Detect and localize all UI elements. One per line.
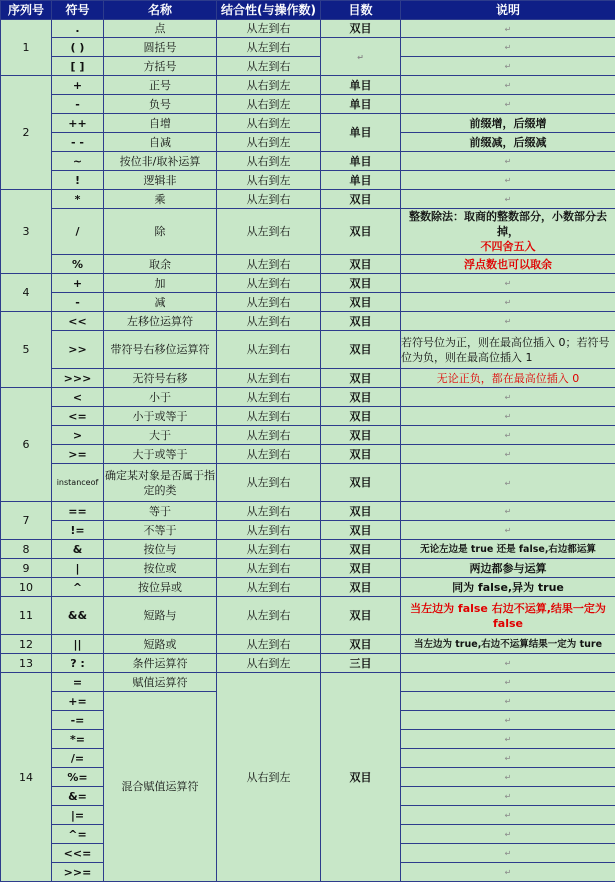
- symbol-cell: <<: [52, 312, 104, 331]
- symbol-cell: ~: [52, 152, 104, 171]
- arity-cell: 双目: [321, 255, 401, 274]
- name-cell: 不等于: [104, 521, 217, 540]
- symbol-cell: +: [52, 274, 104, 293]
- return-mark-icon: ↵: [505, 43, 512, 52]
- symbol-cell: ^=: [52, 825, 104, 844]
- name-cell: 小于: [104, 388, 217, 407]
- table-row: [1, 255, 615, 274]
- symbol-cell: /: [52, 209, 104, 255]
- assoc-cell: 从左到右: [217, 293, 321, 312]
- assoc-cell: 从右到左: [217, 76, 321, 95]
- return-mark-icon: ↵: [505, 849, 512, 858]
- arity-cell: 双目: [321, 635, 401, 654]
- name-cell: 无符号右移: [104, 369, 217, 388]
- return-mark-icon: ↵: [505, 298, 512, 307]
- seq-cell: 6: [1, 388, 52, 502]
- desc-cell: [401, 95, 615, 114]
- symbol-cell: >=: [52, 445, 104, 464]
- table-row: [1, 209, 615, 255]
- seq-cell: 14: [1, 673, 52, 882]
- return-mark-icon: ↵: [505, 507, 512, 516]
- desc-cell: [401, 692, 615, 711]
- symbol-cell: >>=: [52, 863, 104, 882]
- arity-cell: 双目: [321, 190, 401, 209]
- symbol-cell: [ ]: [52, 57, 104, 76]
- arity-cell: 双目: [321, 597, 401, 635]
- desc-cell: [401, 388, 615, 407]
- symbol-cell: +: [52, 76, 104, 95]
- name-cell: 大于或等于: [104, 445, 217, 464]
- desc-cell: 两边都参与运算: [401, 559, 615, 578]
- name-cell: 点: [104, 20, 217, 38]
- seq-cell: 12: [1, 635, 52, 654]
- assoc-cell: 从左到右: [217, 502, 321, 521]
- name-cell: 按位与: [104, 540, 217, 559]
- name-cell: 混合赋值运算符: [104, 692, 217, 882]
- return-mark-icon: ↵: [505, 868, 512, 877]
- desc-cell: [401, 293, 615, 312]
- return-mark-icon: ↵: [505, 479, 512, 488]
- name-cell: 赋值运算符: [104, 673, 217, 692]
- assoc-cell: 从左到右: [217, 521, 321, 540]
- desc-cell: [401, 654, 615, 673]
- desc-cell: [401, 464, 615, 502]
- table-row: [1, 559, 615, 578]
- table-row: [1, 171, 615, 190]
- desc-cell: 无论左边是 true 还是 false,右边都运算: [401, 540, 615, 559]
- return-mark-icon: ↵: [505, 279, 512, 288]
- name-cell: 自增: [104, 114, 217, 133]
- return-mark-icon: ↵: [505, 450, 512, 459]
- table-row: [1, 654, 615, 673]
- symbol-cell: -=: [52, 711, 104, 730]
- arity-cell: 单目: [321, 95, 401, 114]
- symbol-cell: ^: [52, 578, 104, 597]
- desc-cell: [401, 426, 615, 445]
- header-row: [1, 1, 615, 20]
- desc-cell: [401, 787, 615, 806]
- table-row: [1, 293, 615, 312]
- desc-cell: [401, 711, 615, 730]
- arity-cell: 双目: [321, 388, 401, 407]
- return-mark-icon: ↵: [505, 176, 512, 185]
- seq-cell: 9: [1, 559, 52, 578]
- desc-cell: [401, 171, 615, 190]
- symbol-cell: ||: [52, 635, 104, 654]
- symbol-cell: |=: [52, 806, 104, 825]
- desc-cell: [401, 312, 615, 331]
- return-mark-icon: ↵: [505, 792, 512, 801]
- symbol-cell: &=: [52, 787, 104, 806]
- name-cell: 方括号: [104, 57, 217, 76]
- arity-cell: 单目: [321, 171, 401, 190]
- name-cell: 大于: [104, 426, 217, 445]
- symbol-cell: ( ): [52, 38, 104, 57]
- assoc-cell: 从左到右: [217, 20, 321, 38]
- assoc-cell: 从左到右: [217, 597, 321, 635]
- desc-cell: 无论正负，都在最高位插入 0: [401, 369, 615, 388]
- symbol-cell: !=: [52, 521, 104, 540]
- desc-cell: 若符号位为正，则在最高位插入 0；若符号位为负，则在最高位插入 1: [401, 331, 615, 369]
- table-row: [1, 578, 615, 597]
- arity-cell: [321, 38, 401, 76]
- symbol-cell: <<=: [52, 844, 104, 863]
- symbol-cell: *: [52, 190, 104, 209]
- name-cell: 条件运算符: [104, 654, 217, 673]
- assoc-cell: 从右到左: [217, 654, 321, 673]
- desc-cell: [401, 730, 615, 749]
- table-row: [1, 597, 615, 635]
- table-row: [1, 152, 615, 171]
- table-row: [1, 95, 615, 114]
- arity-cell: 双目: [321, 20, 401, 38]
- table-row: [1, 331, 615, 369]
- seq-cell: 11: [1, 597, 52, 635]
- seq-cell: 13: [1, 654, 52, 673]
- assoc-cell: 从右到左: [217, 673, 321, 882]
- arity-cell: 双目: [321, 559, 401, 578]
- table-row: [1, 57, 615, 76]
- desc-cell: [401, 806, 615, 825]
- assoc-cell: 从左到右: [217, 464, 321, 502]
- name-cell: 小于或等于: [104, 407, 217, 426]
- assoc-cell: 从右到左: [217, 152, 321, 171]
- desc-cell: [401, 521, 615, 540]
- desc-line: 整数除法：取商的整数部分，小数部分去掉，: [401, 209, 615, 239]
- arity-cell: 双目: [321, 445, 401, 464]
- return-mark-icon: ↵: [505, 811, 512, 820]
- assoc-cell: 从左到右: [217, 635, 321, 654]
- arity-cell: 双目: [321, 673, 401, 882]
- arity-cell: 双目: [321, 274, 401, 293]
- name-cell: 加: [104, 274, 217, 293]
- symbol-cell: &&: [52, 597, 104, 635]
- table-row: [1, 190, 615, 209]
- arity-cell: 双目: [321, 312, 401, 331]
- return-mark-icon: ↵: [505, 754, 512, 763]
- seq-cell: 5: [1, 312, 52, 388]
- desc-cell: [401, 57, 615, 76]
- return-mark-icon: ↵: [505, 678, 512, 687]
- assoc-cell: 从左到右: [217, 559, 321, 578]
- symbol-cell: *=: [52, 730, 104, 749]
- header-associativity: 结合性(与操作数): [217, 1, 321, 20]
- assoc-cell: 从左到右: [217, 331, 321, 369]
- name-cell: 等于: [104, 502, 217, 521]
- symbol-cell: %=: [52, 768, 104, 787]
- assoc-cell: 从左到右: [217, 190, 321, 209]
- table-row: [1, 274, 615, 293]
- assoc-cell: 从左到右: [217, 312, 321, 331]
- arity-cell: 单目: [321, 114, 401, 152]
- assoc-cell: 从左到右: [217, 388, 321, 407]
- symbol-cell: ++: [52, 114, 104, 133]
- symbol-cell: >>>: [52, 369, 104, 388]
- return-mark-icon: ↵: [505, 393, 512, 402]
- assoc-cell: 从右到左: [217, 133, 321, 152]
- name-cell: 短路与: [104, 597, 217, 635]
- table-row: [1, 133, 615, 152]
- symbol-cell: <=: [52, 407, 104, 426]
- table-row: [1, 76, 615, 95]
- header-description: 说明: [401, 1, 615, 20]
- desc-cell: [401, 825, 615, 844]
- return-mark-icon: ↵: [505, 317, 512, 326]
- arity-cell: 双目: [321, 502, 401, 521]
- desc-cell: 当左边为 true,右边不运算结果一定为 ture: [401, 635, 615, 654]
- assoc-cell: 从左到右: [217, 369, 321, 388]
- return-mark-icon: ↵: [505, 25, 512, 34]
- arity-cell: 双目: [321, 331, 401, 369]
- assoc-cell: 从左到右: [217, 578, 321, 597]
- name-cell: 乘: [104, 190, 217, 209]
- desc-cell: [401, 768, 615, 787]
- table-row: [1, 502, 615, 521]
- name-cell: 按位或: [104, 559, 217, 578]
- table-row: [1, 673, 615, 692]
- arity-cell: 双目: [321, 407, 401, 426]
- assoc-cell: 从左到右: [217, 445, 321, 464]
- seq-cell: 10: [1, 578, 52, 597]
- assoc-cell: 从右到左: [217, 114, 321, 133]
- return-mark-icon: ↵: [357, 53, 364, 62]
- desc-cell: [401, 38, 615, 57]
- arity-cell: 三目: [321, 654, 401, 673]
- table-row: [1, 20, 615, 38]
- desc-cell: 前缀减，后缀减: [401, 133, 615, 152]
- name-cell: 带符号右移位运算符: [104, 331, 217, 369]
- symbol-cell: +=: [52, 692, 104, 711]
- name-cell: 逻辑非: [104, 171, 217, 190]
- symbol-cell: /=: [52, 749, 104, 768]
- name-cell: 短路或: [104, 635, 217, 654]
- header-symbol: 符号: [52, 1, 104, 20]
- header-name: 名称: [104, 1, 217, 20]
- arity-cell: 双目: [321, 578, 401, 597]
- return-mark-icon: ↵: [505, 412, 512, 421]
- desc-cell: [401, 502, 615, 521]
- desc-cell: [401, 844, 615, 863]
- seq-cell: 7: [1, 502, 52, 540]
- desc-cell: [401, 673, 615, 692]
- return-mark-icon: ↵: [505, 195, 512, 204]
- return-mark-icon: ↵: [505, 62, 512, 71]
- arity-cell: 双目: [321, 209, 401, 255]
- assoc-cell: 从右到左: [217, 95, 321, 114]
- assoc-cell: 从左到右: [217, 57, 321, 76]
- name-cell: 按位异或: [104, 578, 217, 597]
- desc-cell: [401, 209, 615, 255]
- table-row: [1, 445, 615, 464]
- symbol-cell: ? :: [52, 654, 104, 673]
- assoc-cell: 从左到右: [217, 407, 321, 426]
- return-mark-icon: ↵: [505, 81, 512, 90]
- table-row: [1, 369, 615, 388]
- seq-cell: 1: [1, 20, 52, 76]
- return-mark-icon: ↵: [505, 100, 512, 109]
- seq-cell: 2: [1, 76, 52, 190]
- desc-cell: 当左边为 false 右边不运算,结果一定为 false: [401, 597, 615, 635]
- symbol-cell: =: [52, 673, 104, 692]
- table-row: [1, 407, 615, 426]
- name-cell: 除: [104, 209, 217, 255]
- desc-cell: 同为 false,异为 true: [401, 578, 615, 597]
- return-mark-icon: ↵: [505, 431, 512, 440]
- name-cell: 按位非/取补运算: [104, 152, 217, 171]
- arity-cell: 双目: [321, 426, 401, 445]
- assoc-cell: 从左到右: [217, 38, 321, 57]
- desc-cell: [401, 407, 615, 426]
- seq-cell: 3: [1, 190, 52, 274]
- symbol-cell: <: [52, 388, 104, 407]
- desc-cell: [401, 190, 615, 209]
- assoc-cell: 从左到右: [217, 540, 321, 559]
- arity-cell: 双目: [321, 293, 401, 312]
- symbol-cell: !: [52, 171, 104, 190]
- arity-cell: 双目: [321, 540, 401, 559]
- desc-cell: 前缀增，后缀增: [401, 114, 615, 133]
- table-row: [1, 312, 615, 331]
- return-mark-icon: ↵: [505, 697, 512, 706]
- table-row: [1, 540, 615, 559]
- assoc-cell: 从左到右: [217, 426, 321, 445]
- header-seq: 序列号: [1, 1, 52, 20]
- return-mark-icon: ↵: [505, 735, 512, 744]
- symbol-cell: - -: [52, 133, 104, 152]
- name-cell: 取余: [104, 255, 217, 274]
- desc-cell: [401, 749, 615, 768]
- symbol-cell: -: [52, 95, 104, 114]
- assoc-cell: 从左到右: [217, 209, 321, 255]
- name-cell: 正号: [104, 76, 217, 95]
- symbol-cell: ==: [52, 502, 104, 521]
- symbol-cell: -: [52, 293, 104, 312]
- return-mark-icon: ↵: [505, 157, 512, 166]
- arity-cell: 双目: [321, 369, 401, 388]
- assoc-cell: 从右到左: [217, 171, 321, 190]
- symbol-cell: >>: [52, 331, 104, 369]
- return-mark-icon: ↵: [505, 659, 512, 668]
- desc-cell: [401, 152, 615, 171]
- symbol-cell: |: [52, 559, 104, 578]
- arity-cell: 双目: [321, 464, 401, 502]
- desc-cell: [401, 445, 615, 464]
- table-row: [1, 521, 615, 540]
- seq-cell: 8: [1, 540, 52, 559]
- table-row: [1, 635, 615, 654]
- assoc-cell: 从左到右: [217, 255, 321, 274]
- name-cell: 圆括号: [104, 38, 217, 57]
- return-mark-icon: ↵: [505, 773, 512, 782]
- return-mark-icon: ↵: [505, 716, 512, 725]
- desc-cell: [401, 20, 615, 38]
- symbol-cell: %: [52, 255, 104, 274]
- arity-cell: 单目: [321, 76, 401, 95]
- assoc-cell: 从左到右: [217, 274, 321, 293]
- symbol-cell: >: [52, 426, 104, 445]
- arity-cell: 单目: [321, 152, 401, 171]
- name-cell: 确定某对象是否属于指定的类: [104, 464, 217, 502]
- return-mark-icon: ↵: [505, 830, 512, 839]
- desc-cell: 浮点数也可以取余: [401, 255, 615, 274]
- table-row: [1, 464, 615, 502]
- desc-cell: [401, 76, 615, 95]
- return-mark-icon: ↵: [505, 526, 512, 535]
- seq-cell: 4: [1, 274, 52, 312]
- name-cell: 左移位运算符: [104, 312, 217, 331]
- table-row: [1, 388, 615, 407]
- arity-cell: 双目: [321, 521, 401, 540]
- name-cell: 自减: [104, 133, 217, 152]
- table-row: [1, 426, 615, 445]
- header-arity: 目数: [321, 1, 401, 20]
- table-row: [1, 38, 615, 57]
- desc-cell: [401, 274, 615, 293]
- symbol-cell: .: [52, 20, 104, 38]
- desc-line-emphasis: 不四舍五入: [401, 239, 615, 254]
- table-row: [1, 114, 615, 133]
- name-cell: 减: [104, 293, 217, 312]
- symbol-cell: &: [52, 540, 104, 559]
- name-cell: 负号: [104, 95, 217, 114]
- symbol-cell: instanceof: [52, 464, 104, 502]
